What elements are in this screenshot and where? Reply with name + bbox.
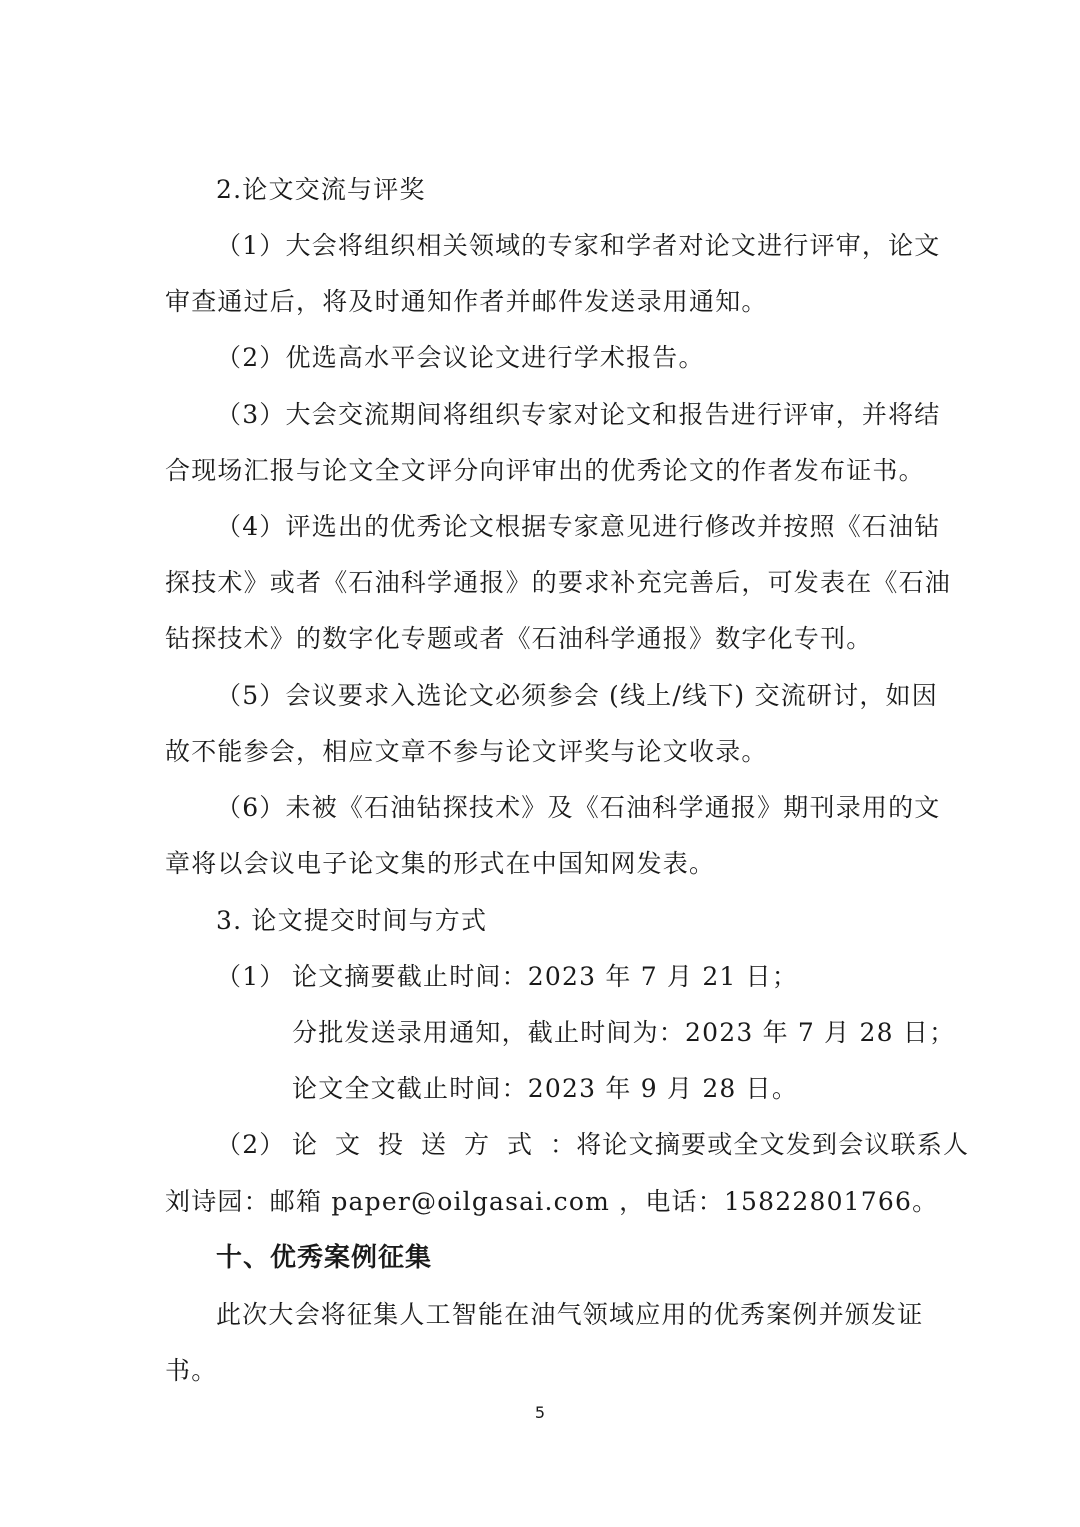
paragraph-line: （5）会议要求入选论文必须参会 (线上/线下) 交流研讨，如因: [216, 681, 938, 710]
list-label: （1）: [216, 962, 286, 991]
paragraph-line: （6）未被《石油钻探技术》及《石油科学通报》期刊录用的文: [216, 793, 941, 822]
list-label: （2）: [216, 1130, 286, 1159]
paragraph-line: 探技术》或者《石油科学通报》的要求补充完善后，可发表在《石油: [165, 568, 952, 597]
page-number: 5: [534, 1403, 546, 1422]
paragraph-line: （2）优选高水平会议论文进行学术报告。: [216, 343, 705, 372]
paragraph-line: 书。: [165, 1356, 218, 1385]
paragraph-line: 论文全文截止时间：2023 年 9 月 28 日。: [292, 1074, 799, 1103]
paragraph-line: （3）大会交流期间将组织专家对论文和报告进行评审，并将结: [216, 400, 941, 429]
paragraph-line: 合现场汇报与论文全文评分向评审出的优秀论文的作者发布证书。: [165, 456, 925, 485]
paragraph-text: ：将论文摘要或全文发到会议联系人: [550, 1130, 970, 1159]
section-title-submission: 3. 论文提交时间与方式: [216, 906, 488, 935]
spaced-label: 论文投送方式: [292, 1130, 551, 1159]
paragraph-line: 钻探技术》的数字化专题或者《石油科学通报》数字化专刊。: [165, 624, 873, 653]
paragraph-line: （1）大会将组织相关领域的专家和学者对论文进行评审，论文: [216, 231, 941, 260]
paragraph-line: 审查通过后，将及时通知作者并邮件发送录用通知。: [165, 287, 768, 316]
contact-line: 刘诗园：邮箱 paper@oilgasai.com ，电话：15822801766。: [165, 1187, 939, 1216]
section-title-paper-exchange: 2.论文交流与评奖: [216, 175, 426, 204]
paragraph-line: 章将以会议电子论文集的形式在中国知网发表。: [165, 849, 716, 878]
paragraph-line: 此次大会将征集人工智能在油气领域应用的优秀案例并颁发证: [216, 1300, 924, 1329]
paragraph-line: 故不能参会，相应文章不参与论文评奖与论文收录。: [165, 737, 768, 766]
paragraph-line: [292, 1130, 969, 1160]
paragraph-line: 分批发送录用通知，截止时间为：2023 年 7 月 28 日；: [292, 1018, 956, 1047]
paragraph-line: （4）评选出的优秀论文根据专家意见进行修改并按照《石油钻: [216, 512, 941, 541]
section-heading-cases: 十、优秀案例征集: [216, 1243, 433, 1273]
paragraph-line: 论文摘要截止时间：2023 年 7 月 21 日；: [292, 962, 799, 991]
